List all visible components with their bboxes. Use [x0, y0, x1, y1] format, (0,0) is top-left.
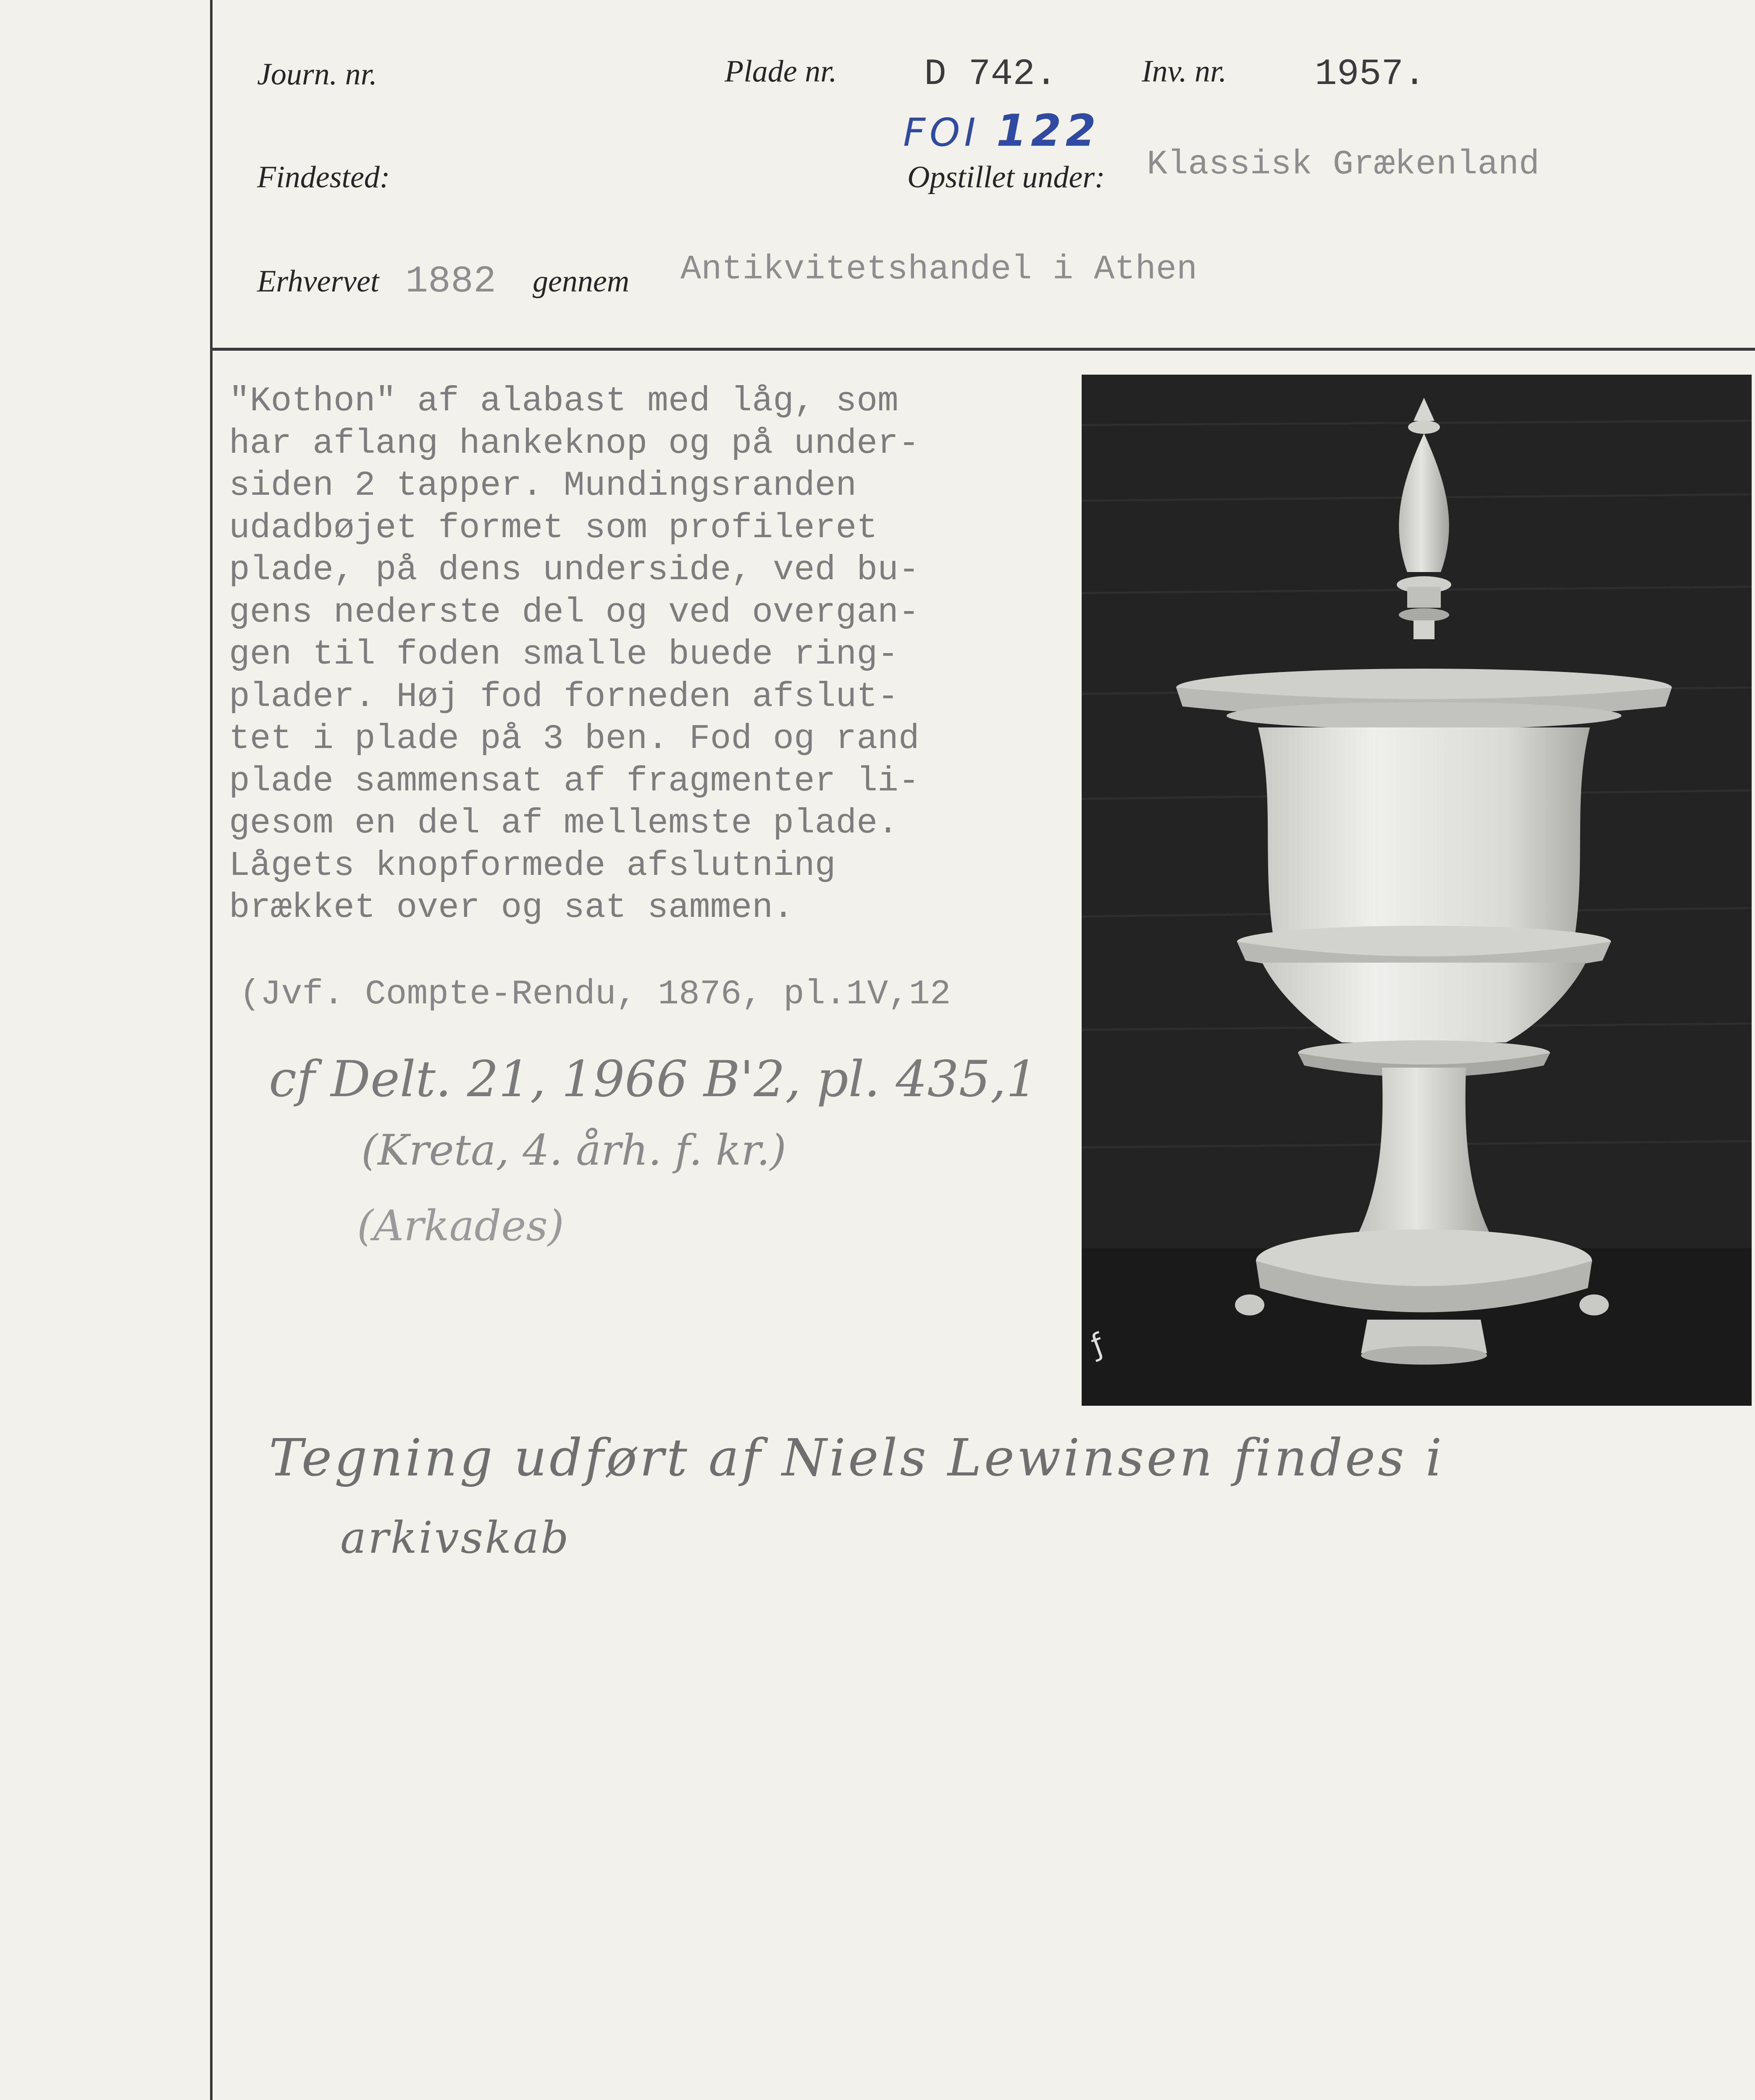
opstillet-value: Klassisk Grækenland: [1147, 145, 1540, 184]
erhvervet-label: Erhvervet: [257, 264, 379, 299]
header-divider: [210, 348, 1755, 351]
inv-value: 1957.: [1315, 54, 1426, 95]
gennem-label: gennem: [533, 264, 630, 299]
findested-label: Findested:: [257, 160, 390, 194]
object-description: [229, 380, 1090, 929]
description-line: udadbøjet formet som profileret: [229, 508, 878, 548]
handwritten-reference-3: (Arkades): [357, 1201, 564, 1250]
handwritten-note-1: Tegning udført af Niels Lewinsen findes i: [269, 1428, 1445, 1488]
plade-value: D 742.: [924, 54, 1057, 95]
description-line: "Kothon" af alabast med låg, som: [229, 381, 899, 421]
plade-label: Plade nr.: [725, 54, 837, 89]
description-line: siden 2 tapper. Mundingsranden: [229, 466, 857, 505]
stamp-prefix: FOI: [903, 110, 980, 155]
description-line: plade, på dens underside, ved bu-: [229, 550, 920, 590]
description-line: gens nederste del og ved overgan-: [229, 592, 920, 632]
description-line: tet i plade på 3 ben. Fod og rand: [229, 719, 920, 759]
handwritten-reference-2: (Kreta, 4. årh. f. kr.): [361, 1126, 786, 1175]
reference-line: (Jvf. Compte-Rendu, 1876, pl.1V,12: [239, 974, 951, 1014]
description-line: gen til foden smalle buede ring-: [229, 635, 899, 674]
description-line: har aflang hankeknop og på under-: [229, 423, 920, 463]
margin-rule: [210, 0, 213, 2100]
kothon-image: [1082, 375, 1752, 1406]
description-line: Lågets knopformede afslutning: [229, 845, 836, 885]
handwritten-reference: cf Delt. 21, 1966 B'2, pl. 435,1: [269, 1050, 1038, 1108]
handwritten-note-2: arkivskab: [340, 1512, 570, 1563]
erhvervet-year: 1882: [405, 260, 497, 303]
foi-stamp: [903, 105, 1100, 156]
gennem-value: Antikvitetshandel i Athen: [680, 250, 1198, 289]
stamp-number: 122: [996, 105, 1100, 156]
description-line: brækket over og sat sammen.: [229, 888, 794, 927]
description-line: plade sammensat af fragmenter li-: [229, 761, 920, 801]
object-photograph: [1082, 375, 1752, 1406]
inv-label: Inv. nr.: [1142, 54, 1227, 89]
opstillet-label: Opstillet under:: [907, 160, 1105, 194]
description-line: gesom en del af mellemste plade.: [229, 803, 899, 843]
photo-mark: ƒ: [1086, 1326, 1108, 1362]
journ-label: Journ. nr.: [257, 57, 377, 92]
description-line: plader. Høj fod forneden afslut-: [229, 677, 899, 717]
